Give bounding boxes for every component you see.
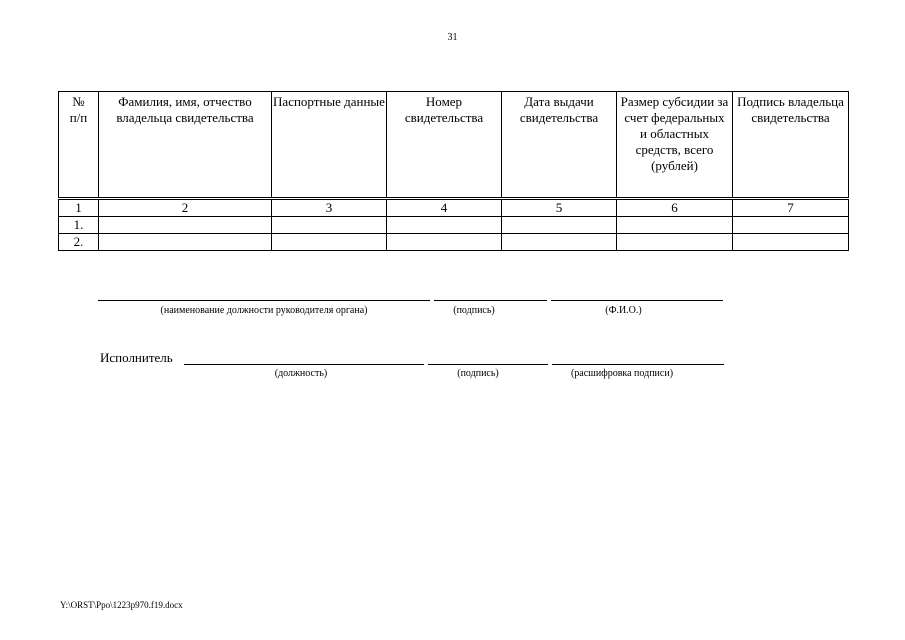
signature-caption: (подпись) bbox=[453, 305, 495, 316]
column-number: 5 bbox=[502, 199, 617, 217]
executor-position-line bbox=[184, 364, 424, 365]
header-issue-date-label: Дата выдачи свидетельства bbox=[519, 94, 599, 125]
column-number-row bbox=[59, 199, 849, 217]
column-number: 2 bbox=[99, 199, 272, 217]
table-cell bbox=[272, 217, 387, 234]
table-cell bbox=[733, 234, 849, 251]
header-owner-name-label: Фамилия, имя, отчество владельца свидетельства bbox=[116, 94, 254, 125]
table-cell: 1. bbox=[59, 217, 99, 234]
column-number: 6 bbox=[617, 199, 733, 217]
table-header-row bbox=[59, 92, 849, 199]
table-cell bbox=[99, 217, 272, 234]
header-passport bbox=[272, 92, 387, 199]
table-row bbox=[59, 217, 849, 234]
table-cell bbox=[733, 217, 849, 234]
column-number: 3 bbox=[272, 199, 387, 217]
header-issue-date bbox=[502, 92, 617, 199]
header-row-number-label: № п/п bbox=[69, 94, 88, 125]
header-row-number bbox=[59, 92, 99, 199]
registry-table bbox=[58, 91, 849, 251]
file-path-footer: Y:\ORST\Ppo\1223p970.f19.docx bbox=[60, 600, 183, 610]
executor-name-line bbox=[552, 364, 724, 365]
table-cell bbox=[387, 217, 502, 234]
executor-label: Исполнитель bbox=[100, 350, 173, 365]
header-certificate-number-label: Номер свидетельства bbox=[404, 94, 484, 125]
header-certificate-number bbox=[387, 92, 502, 199]
signature-line bbox=[434, 300, 547, 301]
table-cell bbox=[617, 234, 733, 251]
table-cell: 2. bbox=[59, 234, 99, 251]
table-cell bbox=[387, 234, 502, 251]
name-signature-line bbox=[551, 300, 723, 301]
header-owner-name bbox=[99, 92, 272, 199]
executor-signature-line bbox=[428, 364, 548, 365]
table-cell bbox=[99, 234, 272, 251]
position-caption: (наименование должности руководителя органа) bbox=[160, 305, 368, 316]
name-caption: (Ф.И.О.) bbox=[605, 305, 642, 316]
header-owner-signature-label: Подпись владельца свидетельства bbox=[737, 94, 844, 125]
header-subsidy-amount-label: Размер субсидии за счет федеральных и областных средств, всего (рублей) bbox=[620, 94, 729, 173]
table-cell bbox=[502, 234, 617, 251]
executor-signature-caption: (подпись) bbox=[457, 368, 499, 379]
table-cell bbox=[272, 234, 387, 251]
executor-name-caption: (расшифровка подписи) bbox=[570, 368, 674, 379]
page-number: 31 bbox=[447, 32, 458, 43]
table-cell bbox=[617, 217, 733, 234]
column-number: 7 bbox=[733, 199, 849, 217]
table-cell bbox=[502, 217, 617, 234]
position-signature-line bbox=[98, 300, 430, 301]
header-passport-label: Паспортные данные bbox=[273, 94, 385, 109]
header-owner-signature bbox=[733, 92, 849, 199]
executor-position-caption: (должность) bbox=[274, 368, 328, 379]
column-number: 1 bbox=[59, 199, 99, 217]
column-number: 4 bbox=[387, 199, 502, 217]
header-subsidy-amount bbox=[617, 92, 733, 199]
table-row bbox=[59, 234, 849, 251]
